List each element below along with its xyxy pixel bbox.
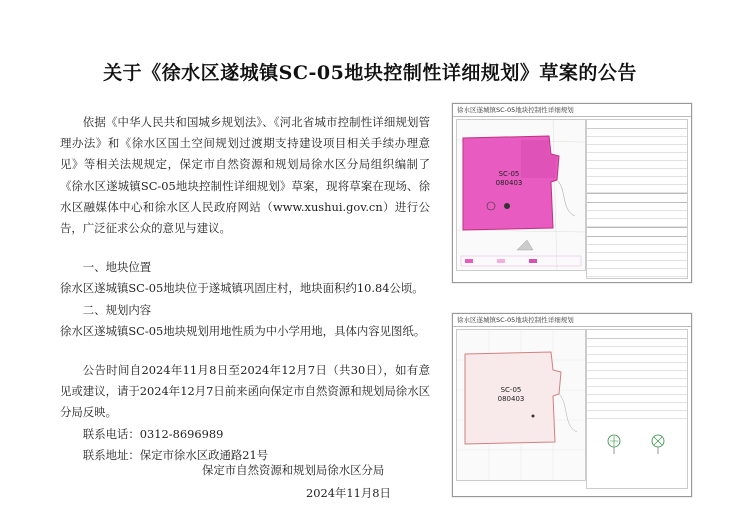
map1-parcel-code: SC-05 <box>498 170 520 178</box>
signature-organization: 保定市自然资源和规划局徐水区分局 <box>202 463 385 477</box>
tree-symbol-2-icon <box>649 433 667 455</box>
map2-header <box>453 314 691 327</box>
map1-title: 徐水区遂城镇SC-05地块控制性详细规划 <box>457 106 574 114</box>
map1-svg <box>457 120 585 270</box>
contact-phone: 联系电话：0312-8696989 <box>82 426 224 441</box>
map2-marker <box>532 415 535 418</box>
signature-date: 2024年11月8日 <box>306 486 391 500</box>
notice-title: 关于《徐水区遂城镇SC-05地块控制性详细规划》草案的公告 <box>103 62 637 84</box>
section2-text: 徐水区遂城镇SC-05地块规划用地性质为中小学用地，具体内容见图纸。 <box>60 323 426 338</box>
map2-svg <box>457 330 585 480</box>
section1-text: 徐水区遂城镇SC-05地块位于遂城镇巩固庄村，地块面积约10.84公顷。 <box>60 281 424 296</box>
map1-legend-table <box>586 119 688 279</box>
map2-drawing <box>456 329 586 481</box>
land-use-plan-map <box>452 103 692 283</box>
notice-body <box>60 112 430 466</box>
tree-symbol-1-icon <box>605 433 623 455</box>
map2-parcel-number: 080403 <box>497 395 525 403</box>
map2-parcel-code: SC-05 <box>500 386 522 394</box>
map1-marker-b <box>504 203 510 209</box>
map1-drawing <box>456 119 586 271</box>
intro-paragraph: 依据《中华人民共和国城乡规划法》、《河北省城市控制性详细规划管理办法》和《徐水区国土空间规划过渡期支持建设项目相关手续办理意见》等相关法规规定，保定市自然资源和规划局徐水区分局组织编制了《徐水区遂城镇SC-05地块控制性详细规划》草案，现将草案在现场、徐水区融媒体中心和徐水区人民政府网站（www.xushui.gov.cn）进行公告，广泛征求公众的意见与建议。 <box>60 115 430 236</box>
section2-heading: 二、规划内容 <box>82 302 152 317</box>
map1-header <box>453 104 691 117</box>
contact-address: 联系地址：保定市徐水区政通路21号 <box>82 447 269 462</box>
section1-heading: 一、地块位置 <box>82 260 152 275</box>
map2-title: 徐水区遂城镇SC-05地块控制性详细规划 <box>457 316 574 324</box>
map2-legend-table <box>586 329 688 489</box>
control-plan-map <box>452 313 692 497</box>
map1-parcel-number: 080403 <box>495 179 523 187</box>
period-paragraph: 公告时间自2024年11月8日至2024年12月7日（共30日），如有意见或建议，请于2024年12月7日前来函向保定市自然资源和规划局徐水区分局反映。 <box>60 363 430 420</box>
